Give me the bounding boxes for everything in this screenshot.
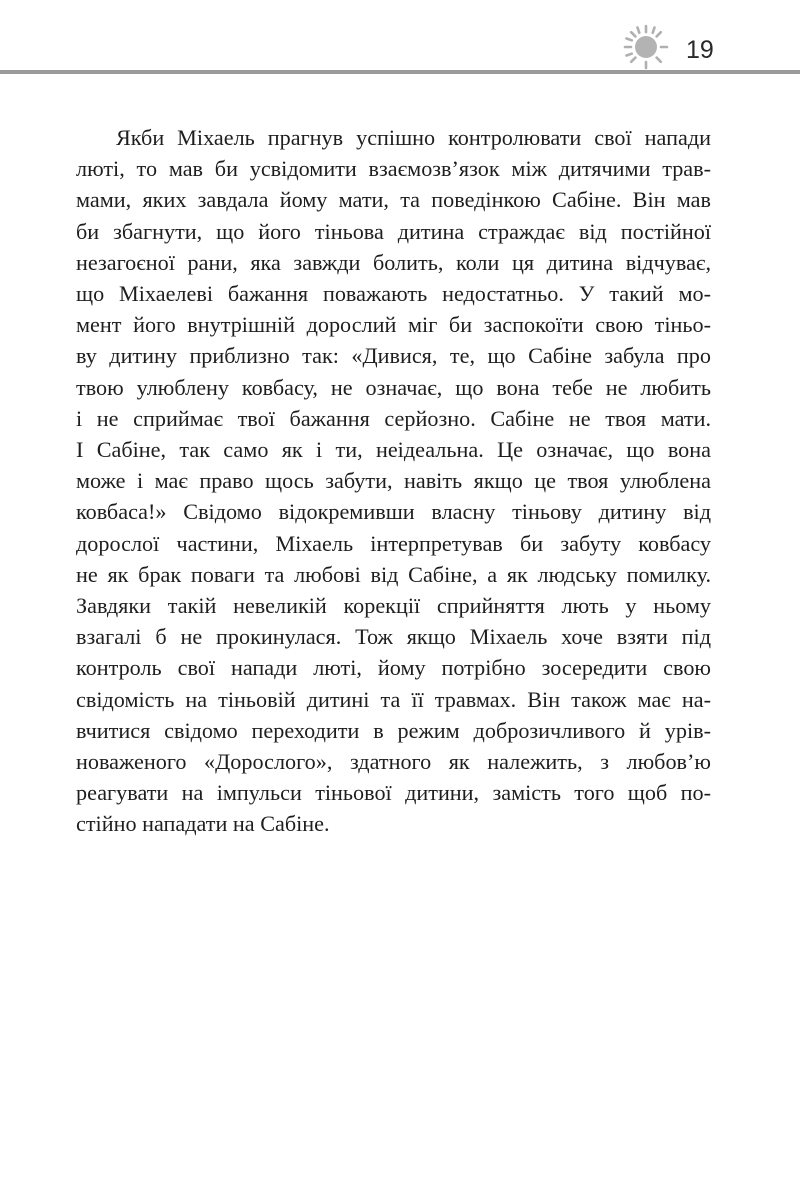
text-line: свідомість на тіньовій дитині та її травмах. Він також має на- [76, 686, 711, 712]
text-line: би збагнути, що його тіньова дитина страждає від постійної [76, 218, 711, 244]
text-line: Якби Міхаель прагнув успішно контролювати свої напади [116, 125, 711, 150]
text-line: І Сабіне, так само як і ти, неідеальна. Це означає, що вона [76, 437, 711, 463]
text-line: вчитися свідомо переходити в режим доброзичливого й урів- [76, 717, 711, 743]
text-line: ковбаса!» Свідомо відокремивши власну тіньову дитину від [76, 499, 711, 525]
text-line: взагалі б не прокинулася. Тож якщо Міхаель хоче взяти під [76, 624, 711, 650]
page-header [0, 0, 800, 80]
header-divider [0, 70, 800, 74]
body-paragraph [76, 122, 711, 840]
text-line: не як брак поваги та любові від Сабіне, а як людську помилку. [76, 561, 711, 587]
text-line: стійно нападати на Сабіне. [76, 811, 330, 837]
text-line: новаженого «Дорослого», здатного як належить, з любов’ю [76, 749, 711, 775]
text-line: контроль свої напади люті, йому потрібно зосередити свою [76, 655, 711, 681]
text-line: незагоєної рани, яка завжди болить, коли ця дитина відчуває, [76, 249, 711, 275]
text-line: мент його внутрішній дорослий міг би заспокоїти свою тіньо- [76, 312, 711, 338]
text-line: твою улюблену ковбасу, не означає, що вона тебе не любить [76, 374, 711, 400]
sun-icon [623, 24, 669, 70]
text-line: може і має право щось забути, навіть якщо це твоя улюблена [76, 468, 711, 494]
text-line: реагувати на імпульси тіньової дитини, замість того щоб по- [76, 780, 711, 806]
page-number: 19 [686, 36, 714, 64]
text-line: ву дитину приблизно так: «Дивися, те, що Сабіне забула про [76, 343, 711, 369]
text-line: люті, то мав би усвідомити взаємозв’язок між дитячими трав- [76, 156, 711, 182]
text-line: мами, яких завдала йому мати, та поведінкою Сабіне. Він мав [76, 187, 711, 213]
text-line: Завдяки такій невеликій корекції сприйняття лють у ньому [76, 593, 711, 619]
text-line: дорослої частини, Міхаель інтерпретував би забуту ковбасу [76, 530, 711, 556]
text-line: що Міхаелеві бажання поважають недостатньо. У такий мо- [76, 281, 711, 307]
text-line: і не сприймає твої бажання серйозно. Сабіне не твоя мати. [76, 405, 711, 431]
